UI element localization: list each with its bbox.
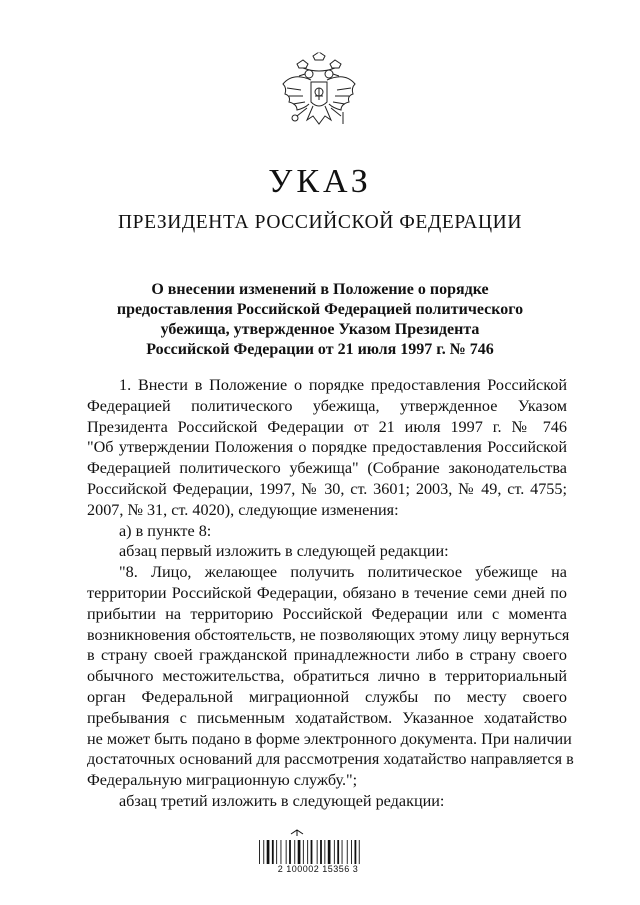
body-line: в страну своей гражданской принадлежности либо в страну своего	[87, 646, 567, 665]
body-line: а) в пункте 8:	[119, 521, 212, 540]
body-line: "Об утверждении Положения о порядке предоставления Российской	[87, 438, 567, 457]
issuer-heading: ПРЕЗИДЕНТА РОССИЙСКОЙ ФЕДЕРАЦИИ	[117, 212, 523, 233]
decree-body	[87, 375, 574, 812]
title-line: предоставления Российской Федерацией политического	[116, 301, 524, 318]
body-line: территории Российской Федерации, обязано в течение семи дней по	[87, 583, 567, 602]
body-line: пребывания с письменным ходатайством. Указанное ходатайство	[87, 708, 567, 727]
body-line: прибытии на территорию Российской Федерации или с момента	[87, 604, 567, 623]
body-line: достаточных оснований для рассмотрения ходатайство направляется в	[87, 750, 574, 769]
title-line: убежища, утвержденное Указом Президента	[160, 321, 480, 338]
body-line: 1. Внести в Положение о порядке предоставления Российской	[119, 376, 567, 394]
body-line: Российской Федерации, 1997, № 30, ст. 3601; 2003, № 49, ст. 4755;	[87, 479, 567, 498]
body-line: Президента Российской Федерации от 21 июля 1997 г. № 746	[87, 417, 567, 436]
body-line: Федерацией политического убежища, утвержденное Указом	[87, 396, 567, 415]
body-line: обычного местожительства, обратиться лично в территориальный	[87, 667, 567, 686]
barcode-number: 2 100002 15356 3	[277, 864, 359, 874]
body-line: Федеральную миграционную службу.";	[87, 771, 358, 790]
body-line: "8. Лицо, желающее получить политическое убежище на	[119, 563, 567, 582]
body-line: орган Федеральной миграционной службы по месту своего	[87, 687, 567, 706]
body-line: абзац первый изложить в следующей редакции:	[119, 542, 449, 561]
title-line: О внесении изменений в Положение о порядке	[151, 281, 489, 298]
coat-of-arms-emblem	[277, 50, 361, 146]
body-line: возникновения обстоятельств, не позволяющих этому лицу вернуться	[87, 625, 570, 644]
body-line: не может быть подано в форме электронного документа. При наличии	[87, 729, 572, 748]
body-line: Федерацией политического убежища" (Собрание законодательства	[87, 459, 567, 478]
body-line: 2007, № 31, ст. 4020), следующие изменения:	[87, 500, 399, 519]
body-line: абзац третий изложить в следующей редакции:	[119, 791, 445, 810]
document-type-heading: УКАЗ	[268, 163, 372, 200]
title-line: Российской Федерации от 21 июля 1997 г. № 746	[146, 341, 494, 358]
decree-title	[98, 280, 542, 360]
